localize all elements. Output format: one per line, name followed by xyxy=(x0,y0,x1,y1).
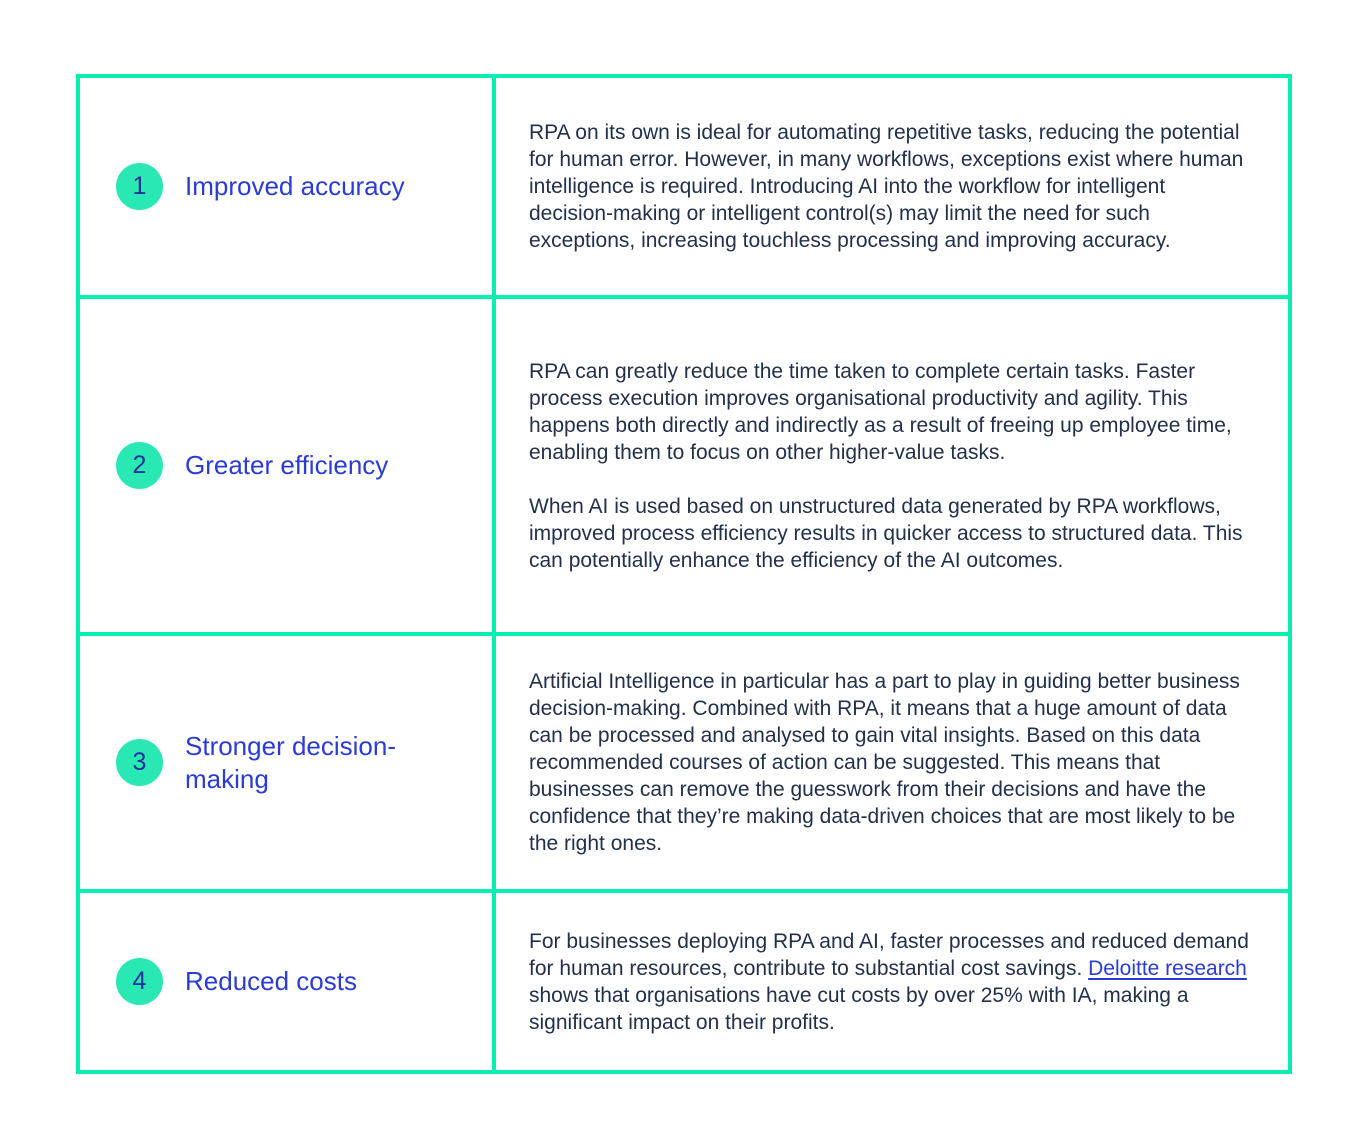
paragraph-text-after-link: shows that organisations have cut costs by over 25% with IA, making a significant impact on their profits. xyxy=(529,983,1189,1034)
row-number-badge-3: 3 xyxy=(116,739,163,786)
description-cell-2 xyxy=(494,297,1290,634)
label-cell-2 xyxy=(78,297,494,634)
row-number-badge-2: 2 xyxy=(116,442,163,489)
paragraph-text-before-link: For businesses deploying RPA and AI, faster processes and reduced demand for human resources, contribute to substantial cost savings. xyxy=(529,929,1249,980)
label-cell-1 xyxy=(78,76,494,297)
label-cell-4 xyxy=(78,891,494,1072)
row-title-1: Improved accuracy xyxy=(185,171,405,202)
row-paragraph: RPA on its own is ideal for automating repetitive tasks, reducing the potential for human error. However, in many workflows, exceptions exist where human intelligence is required. Introducing AI into the workflow for intelligent decision-making or intelligent control(s) may limit the need for such exceptions, increasing touchless processing and improving accuracy. xyxy=(529,121,1244,252)
row-title-3: Stronger decision-making xyxy=(185,731,396,794)
deloitte-research-link[interactable]: Deloitte research xyxy=(1088,956,1247,980)
row-paragraph: RPA can greatly reduce the time taken to complete certain tasks. Faster process execution improves organisational productivity and agility. This happens both directly and indirectly as a result of freeing up employee time, enabling them to focus on other higher-value tasks. xyxy=(529,359,1232,464)
label-cell-3 xyxy=(78,634,494,891)
row-number-badge-4: 4 xyxy=(116,958,163,1005)
table-row-2 xyxy=(78,297,1290,634)
description-cell-1 xyxy=(494,76,1290,297)
row-paragraph: Artificial Intelligence in particular has a part to play in guiding better business decision-making. Combined with RPA, it means that a huge amount of data can be processed and analysed to gain vital insights. Based on this data recommended courses of action can be suggested. This means that businesses can remove the guesswork from their decisions and have the confidence that they’re making data-driven choices that are most likely to be the right ones. xyxy=(529,670,1240,855)
row-title-2: Greater efficiency xyxy=(185,450,389,481)
table-row-1 xyxy=(78,76,1290,297)
row-number-badge-1: 1 xyxy=(116,163,163,210)
description-cell-4 xyxy=(494,891,1290,1072)
benefits-table xyxy=(76,74,1292,1074)
description-cell-3 xyxy=(494,634,1290,891)
row-title-4: Reduced costs xyxy=(185,966,357,997)
row-paragraph xyxy=(529,928,1255,1036)
row-paragraph: When AI is used based on unstructured data generated by RPA workflows, improved process efficiency results in quicker access to structured data. This can potentially enhance the efficiency of the AI outcomes. xyxy=(529,494,1243,572)
table-row-3 xyxy=(78,634,1290,891)
table-row-4 xyxy=(78,891,1290,1072)
